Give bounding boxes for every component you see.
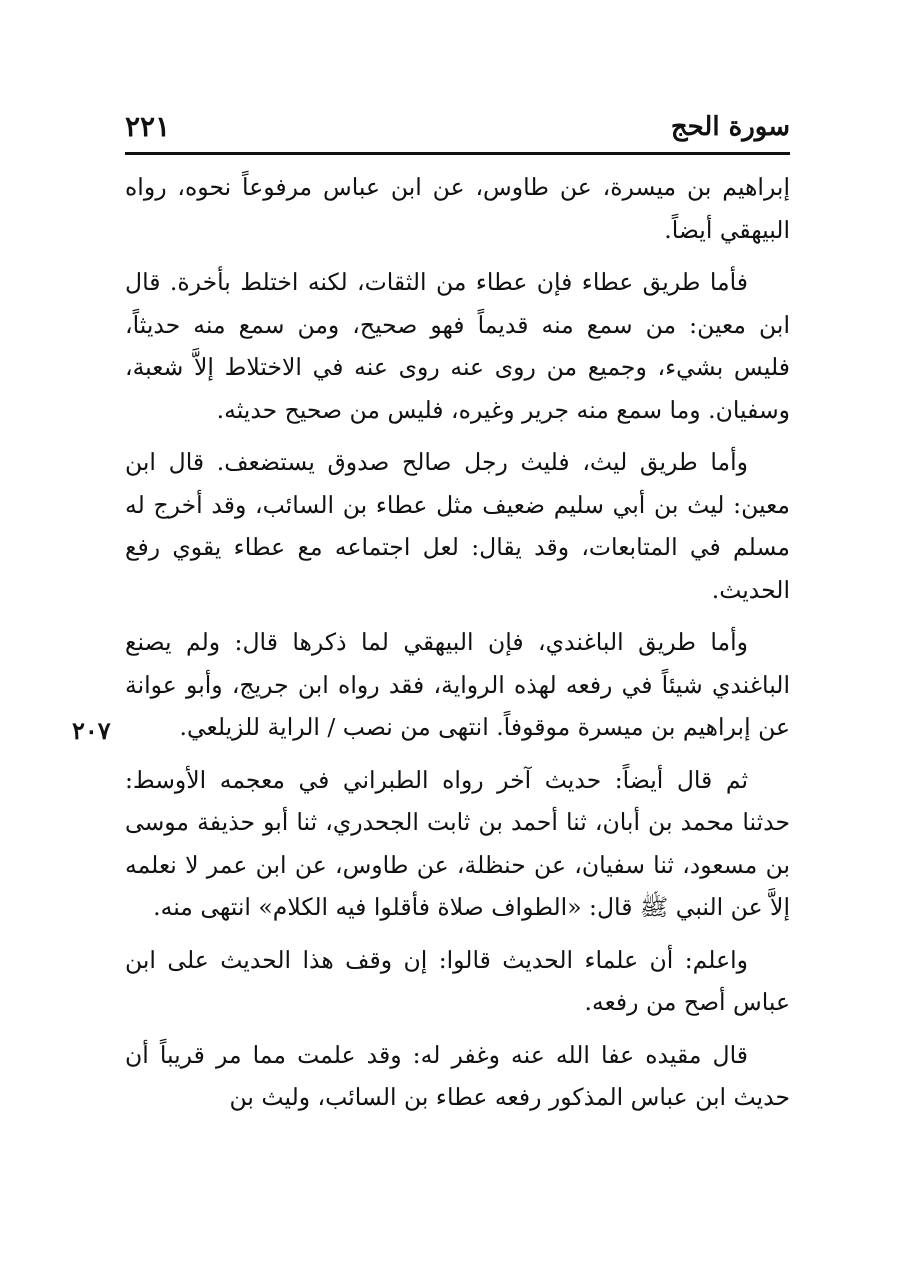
running-title: سورة الحج	[670, 112, 790, 142]
paragraph-tabarani-hadith: ثم قال أيضاً: حديث آخر رواه الطبراني في معجمه الأوسط: حدثنا محمد بن أبان، ثنا أحمد بن ثابت الجحدري، ثنا أبو حذيفة موسى بن مسعود، ثنا سفيان، عن حنظلة، عن طاوس، عن ابن عمر لا نعلمه إلاَّ عن النبي ﷺ قال: «الطواف صلاة فأقلوا فيه الكلام» انتهى منه.	[125, 765, 790, 921]
paragraph-baghandi-path: وأما طريق الباغندي، فإن البيهقي لما ذكرها قال: ولم يصنع الباغندي شيئاً في رفعه لهذه الرواية، فقد رواه ابن جريج، وأبو عوانة عن إبراهيم بن ميسرة موقوفاً. انتهى من نصب / الراية للزيلعي.	[125, 628, 790, 741]
page-header	[125, 104, 790, 150]
body-text	[125, 166, 790, 1129]
page-number: ٢٢١	[125, 110, 171, 143]
paragraph-continuation: إبراهيم بن ميسرة، عن طاوس، عن ابن عباس مرفوعاً نحوه، رواه البيهقي أيضاً.	[125, 173, 790, 244]
paragraph-layth-path: وأما طريق ليث، فليث رجل صالح صدوق يستضعف. قال ابن معين: ليث بن أبي سليم ضعيف مثل عطاء بن السائب، وقد أخرج له مسلم في المتابعات، وقد يقال: لعل اجتماعه مع عطاء يقوي رفع الحديث.	[125, 448, 790, 604]
margin-page-reference: ٢٠٧	[72, 716, 111, 745]
paragraph-scholars-note: واعلم: أن علماء الحديث قالوا: إن وقف هذا الحديث على ابن عباس أصح من رفعه.	[125, 945, 790, 1016]
paragraph-author-comment: قال مقيده عفا الله عنه وغفر له: وقد علمت مما مر قريباً أن حديث ابن عباس المذكور رفعه عطاء بن السائب، وليث بن	[125, 1040, 790, 1111]
paragraph-ata-path: فأما طريق عطاء فإن عطاء من الثقات، لكنه اختلط بأخرة. قال ابن معين: من سمع منه قديماً فهو صحيح، ومن سمع منه حديثاً، فليس بشيء، وجميع من روى عنه روى عنه في الاختلاط إلاَّ شعبة، وسفيان. وما سمع منه جرير وغيره، فليس من صحيح حديثه.	[125, 268, 790, 424]
header-rule	[125, 152, 790, 155]
